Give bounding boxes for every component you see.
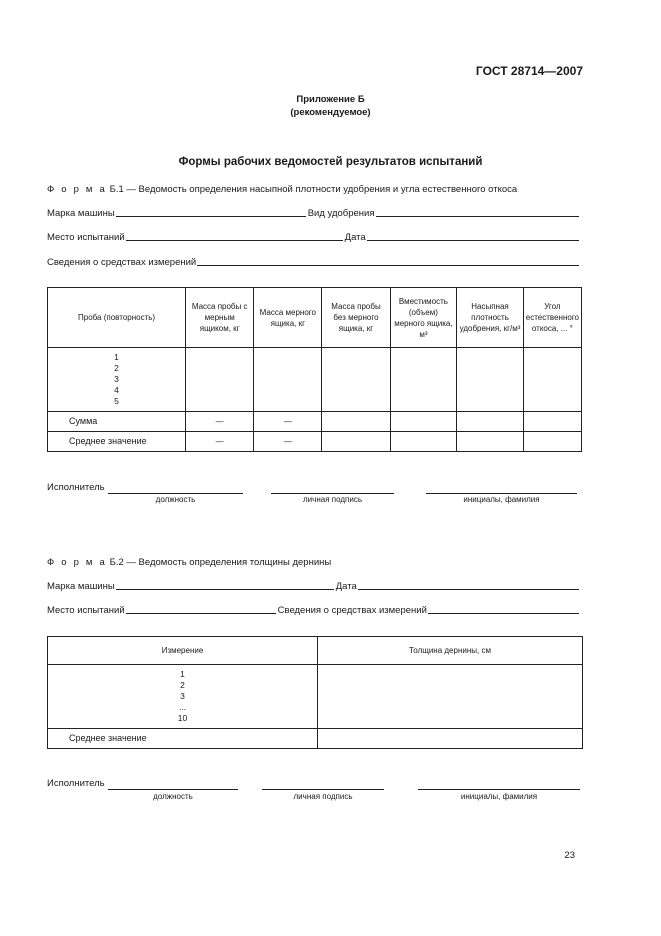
form2-place-line [47, 605, 581, 616]
measurements-cell [48, 665, 318, 729]
form1-place-label: Место испытаний [47, 232, 125, 243]
form2-measurements-row [48, 665, 583, 729]
mean-dash: — [254, 432, 322, 452]
form1-table [47, 287, 582, 452]
form2-name-caption: инициалы, фамилия [460, 792, 538, 801]
form2-place-field[interactable] [126, 613, 276, 614]
header-mass-with-box: Масса пробы с мерным ящиком, кг [186, 288, 254, 348]
table-cell[interactable] [318, 665, 583, 729]
table-cell[interactable] [457, 412, 524, 432]
form2-signature-caption: личная подпись [293, 792, 353, 801]
form1-signature-caption: личная подпись [303, 495, 362, 504]
sum-label: Сумма [48, 412, 186, 432]
form1-machine-line [47, 208, 581, 219]
form2-table-header-row [48, 637, 583, 665]
header-sample: Проба (повторность) [48, 288, 186, 348]
table-cell[interactable] [318, 729, 583, 749]
form1-fertilizer-field[interactable] [376, 216, 580, 217]
form2-label: Ф о р м а [47, 557, 107, 568]
sum-dash: — [254, 412, 322, 432]
form1-date-field[interactable] [367, 240, 579, 241]
form1-sum-row [48, 412, 582, 432]
form1-heading [47, 184, 517, 195]
table-cell[interactable] [523, 348, 581, 412]
table-cell[interactable] [322, 348, 390, 412]
table-cell[interactable] [186, 348, 254, 412]
form1-position-field[interactable] [108, 493, 243, 494]
sum-dash: — [186, 412, 254, 432]
form1-position-caption: должность [155, 495, 196, 504]
form1-machine-label: Марка машины [47, 208, 115, 219]
table-cell[interactable] [390, 412, 457, 432]
form2-machine-field[interactable] [116, 589, 334, 590]
form2-instruments-label: Сведения о средствах измерений [277, 605, 427, 616]
form2-title: — Ведомость определения толщины дернины [123, 557, 332, 568]
table-cell[interactable] [390, 432, 457, 452]
header-mass-without-box: Масса пробы без мерного ящика, кг [322, 288, 390, 348]
form2-machine-label: Марка машины [47, 581, 115, 592]
form2-instruments-field[interactable] [428, 613, 579, 614]
page-number: 23 [564, 850, 575, 861]
form1-machine-field[interactable] [116, 216, 306, 217]
form1-name-field[interactable] [426, 493, 577, 494]
form1-mean-row [48, 432, 582, 452]
measurement-number: ... [178, 702, 187, 712]
form2-position-caption: должность [153, 792, 193, 801]
form2-date-label: Дата [335, 581, 357, 592]
form2-date-field[interactable] [358, 589, 579, 590]
mean-dash: — [186, 432, 254, 452]
table-cell[interactable] [457, 348, 524, 412]
table-cell[interactable] [523, 432, 581, 452]
form1-label: Ф о р м а [47, 184, 107, 195]
table-cell[interactable] [322, 432, 390, 452]
form2-machine-line [47, 581, 581, 592]
document-id: ГОСТ 28714—2007 [475, 64, 583, 78]
form1-fertilizer-label: Вид удобрения [307, 208, 375, 219]
form1-signature-field[interactable] [271, 493, 394, 494]
measurement-number: 3 [180, 691, 185, 701]
header-box-volume: Вместимость (объем) мерного ящика, м³ [390, 288, 457, 348]
form1-instruments-label: Сведения о средствах измерений [47, 257, 197, 268]
header-measurement: Измерение [48, 637, 318, 665]
table-cell[interactable] [457, 432, 524, 452]
sample-number: 1 [114, 352, 119, 362]
form1-date-label: Дата [344, 232, 366, 243]
form2-position-field[interactable] [108, 789, 238, 790]
form1-samples-row [48, 348, 582, 412]
form1-place-line [47, 232, 581, 243]
header-repose-angle: Угол естественного откоса, ... ° [523, 288, 581, 348]
mean-label: Среднее значение [48, 729, 318, 749]
form1-place-field[interactable] [126, 240, 343, 241]
sample-number: 3 [114, 374, 119, 384]
form2-table [47, 636, 583, 749]
form2-name-field[interactable] [418, 789, 580, 790]
header-bulk-density: Насыпная плотность удобрения, кг/м³ [457, 288, 524, 348]
form2-mean-row [48, 729, 583, 749]
table-cell[interactable] [523, 412, 581, 432]
table-cell[interactable] [390, 348, 457, 412]
appendix-subtitle: (рекомендуемое) [290, 107, 371, 118]
samples-cell [48, 348, 186, 412]
mean-label: Среднее значение [48, 432, 186, 452]
forms-title: Формы рабочих ведомостей результатов испытаний [178, 156, 483, 168]
measurement-number: 10 [177, 713, 188, 723]
table-cell[interactable] [254, 348, 322, 412]
form1-performer-label: Исполнитель [47, 482, 105, 493]
header-box-mass: Масса мерного ящика, кг [254, 288, 322, 348]
sample-number: 2 [114, 363, 119, 373]
form1-instruments-line [47, 257, 581, 268]
sample-number: 5 [114, 396, 119, 406]
form1-name-caption: инициалы, фамилия [463, 495, 540, 504]
measurement-number: 1 [180, 669, 185, 679]
sample-number: 4 [114, 385, 119, 395]
appendix-title: Приложение Б [296, 94, 365, 105]
measurement-number: 2 [180, 680, 185, 690]
form1-number: Б.1 [109, 184, 124, 195]
form2-place-label: Место испытаний [47, 605, 125, 616]
table-cell[interactable] [322, 412, 390, 432]
form2-number: Б.2 [109, 557, 124, 568]
form2-signature-field[interactable] [262, 789, 384, 790]
form2-performer-label: Исполнитель [47, 778, 105, 789]
header-turf-thickness: Толщина дернины, см [318, 637, 583, 665]
form2-heading [47, 557, 331, 568]
form1-title: — Ведомость определения насыпной плотности удобрения и угла естественного откоса [123, 184, 518, 195]
form1-instruments-field[interactable] [197, 265, 579, 266]
form1-table-header-row [48, 288, 582, 348]
